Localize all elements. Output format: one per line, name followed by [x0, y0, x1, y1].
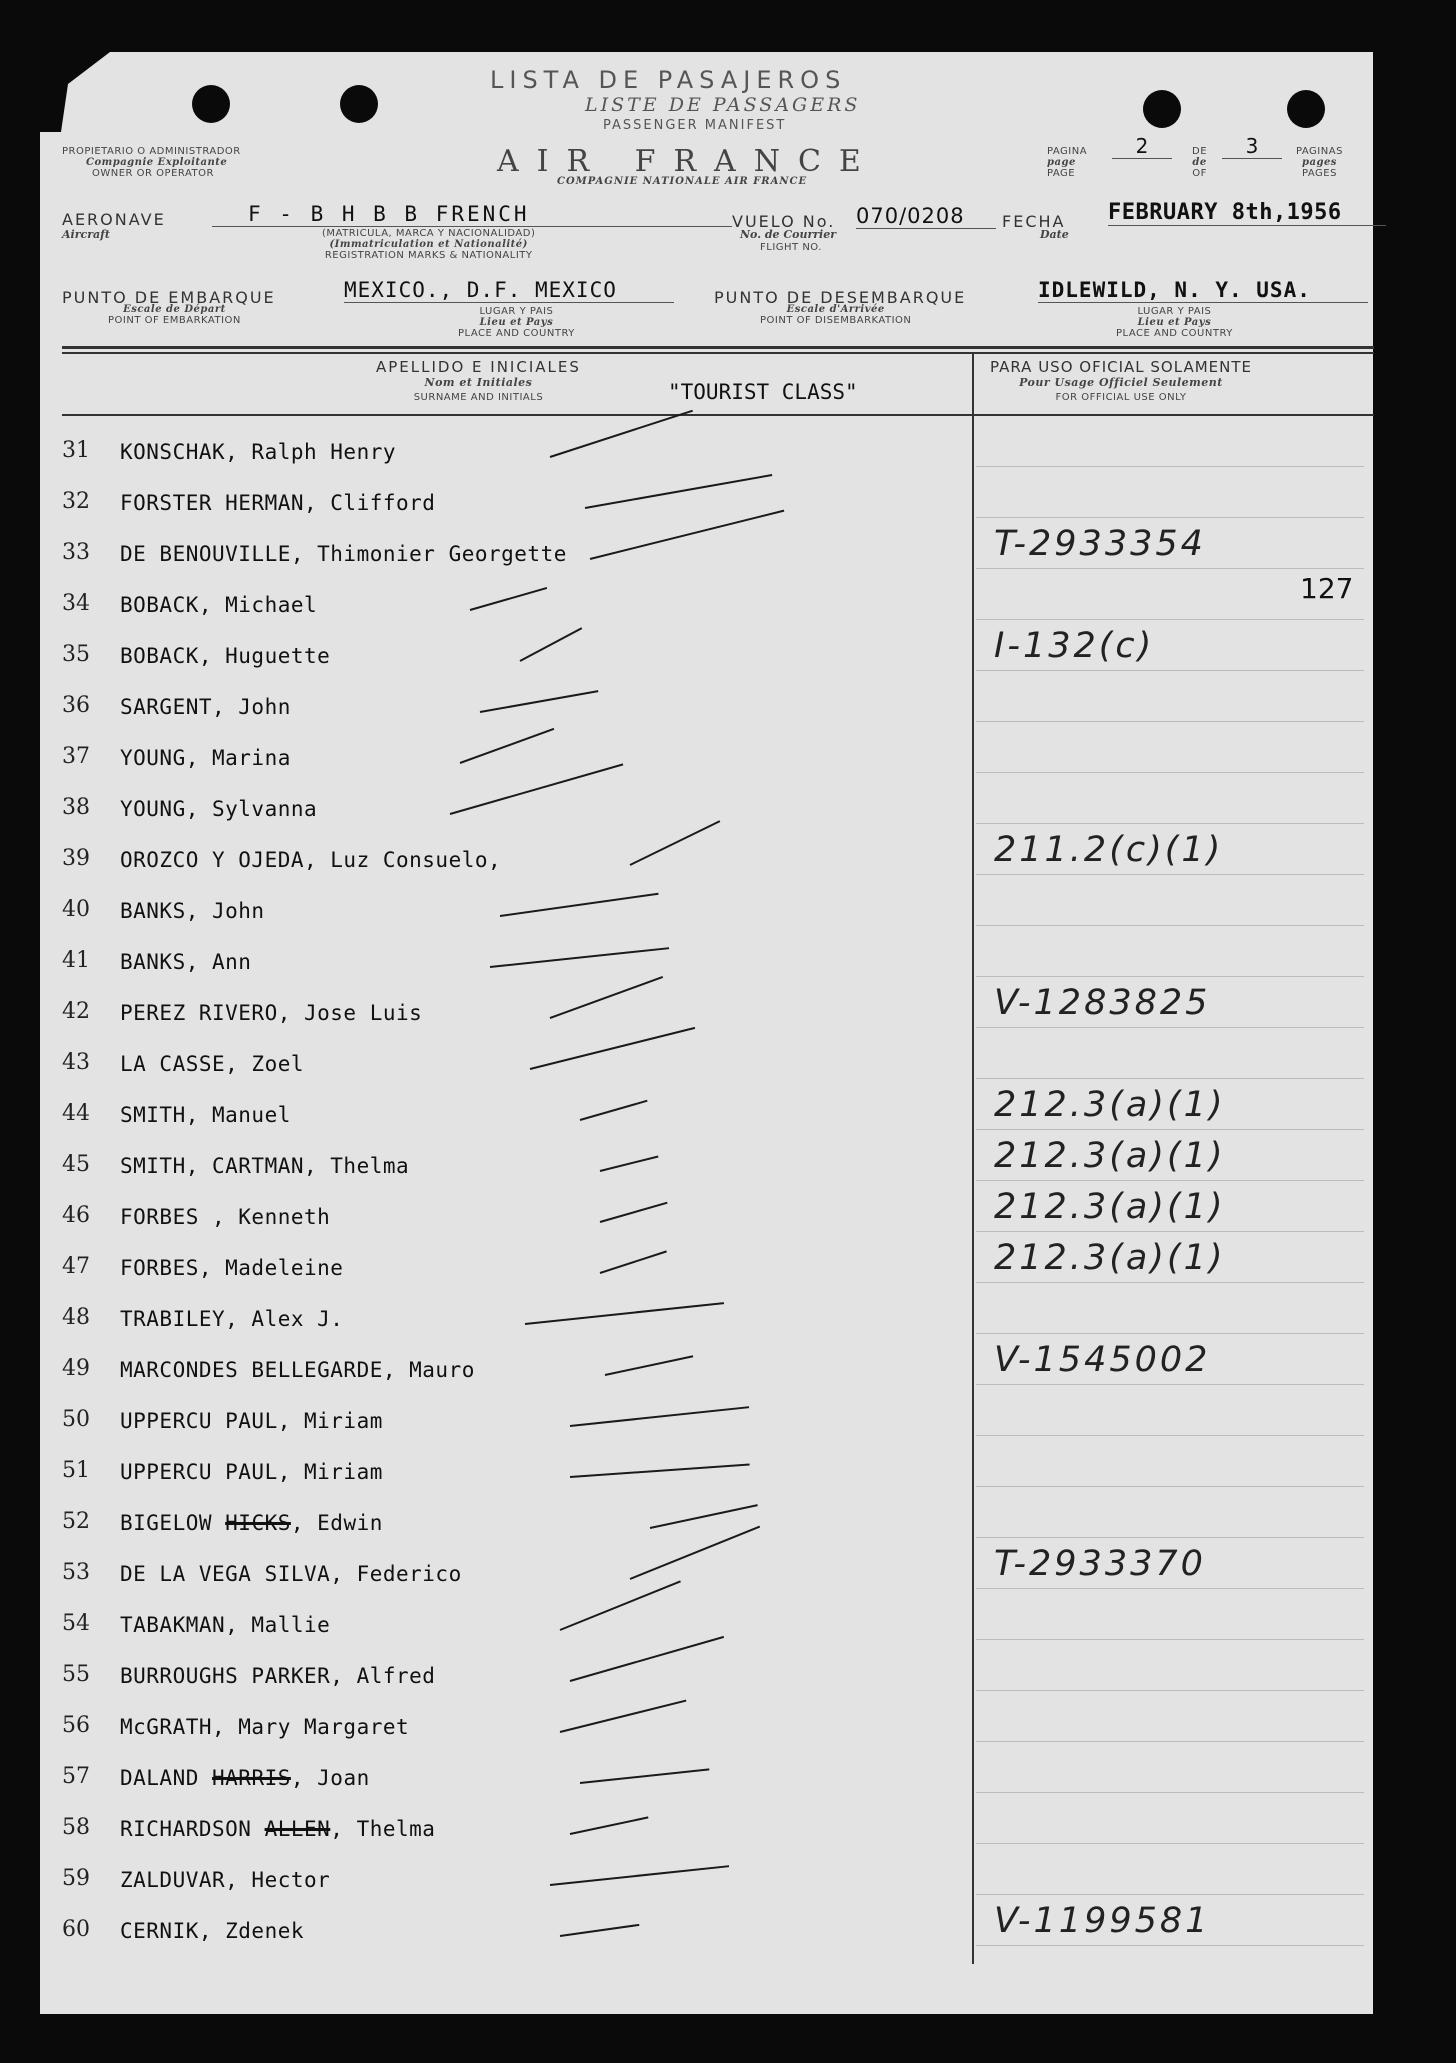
date-value: FEBRUARY 8th,1956 — [1108, 200, 1386, 226]
official-use-line — [976, 1639, 1364, 1640]
aircraft-value: F - B H B B FRENCH — [212, 202, 732, 227]
check-mark — [480, 690, 599, 713]
check-mark — [570, 1463, 750, 1478]
table-row — [58, 1044, 1358, 1080]
row-number: 53 — [62, 1560, 90, 1585]
official-use-line — [976, 823, 1364, 824]
passenger-name: BANKS, Ann — [120, 950, 252, 974]
row-number: 37 — [62, 744, 90, 769]
row-number: 45 — [62, 1152, 90, 1177]
official-use-line — [976, 517, 1364, 518]
row-number: 39 — [62, 846, 90, 871]
official-note: 212.3(a)(1) — [994, 1136, 1226, 1176]
passenger-name: BOBACK, Michael — [120, 593, 318, 617]
official-use-line — [976, 976, 1364, 977]
name-column-header: APELLIDO E INICIALES Nom et Initiales SURNAME AND INITIALS — [376, 358, 581, 403]
row-number: 46 — [62, 1203, 90, 1228]
passenger-name: McGRATH, Mary Margaret — [120, 1715, 410, 1739]
check-mark — [560, 1924, 639, 1937]
disembark-place-label: LUGAR Y PAIS Lieu et Pays PLACE AND COUNTRY — [1116, 306, 1233, 339]
official-use-line — [976, 619, 1364, 620]
row-number: 48 — [62, 1305, 90, 1330]
airline-name: AIR FRANCE — [497, 144, 879, 179]
official-note: V-1545002 — [994, 1340, 1211, 1380]
disembark-label-sub: Escale d'Arrivée POINT OF DISEMBARKATION — [760, 304, 912, 326]
check-mark — [500, 893, 659, 917]
table-row — [58, 1452, 1358, 1488]
table-row — [58, 1860, 1358, 1896]
check-mark — [605, 1355, 693, 1376]
passenger-name: YOUNG, Sylvanna — [120, 797, 318, 821]
official-use-line — [976, 1588, 1364, 1589]
official-use-line — [976, 1231, 1364, 1232]
total-pages: 3 — [1222, 134, 1282, 159]
embark-value: MEXICO., D.F. MEXICO — [344, 278, 674, 303]
official-note: T-2933354 — [994, 524, 1206, 564]
official-use-line — [976, 1078, 1364, 1079]
official-use-line — [976, 1435, 1364, 1436]
date-label: FECHA — [1002, 212, 1066, 231]
row-number: 43 — [62, 1050, 90, 1075]
punch-hole — [1287, 90, 1325, 128]
passenger-name: SARGENT, John — [120, 695, 291, 719]
passenger-name: UPPERCU PAUL, Miriam — [120, 1460, 383, 1484]
flight-label-fr: No. de Courrier — [740, 228, 837, 241]
table-row — [58, 983, 1358, 1029]
official-use-line — [976, 1843, 1364, 1844]
date-label-fr: Date — [1040, 228, 1069, 241]
official-use-line — [976, 1894, 1364, 1895]
registration-label: (MATRICULA, MARCA Y NACIONALIDAD) (Immatriculation et Nationalité) REGISTRATION MARKS & NATIONALITY — [322, 228, 536, 261]
passenger-name: BURROUGHS PARKER, Alfred — [120, 1664, 436, 1688]
passenger-name: BOBACK, Huguette — [120, 644, 331, 668]
official-column-header: PARA USO OFICIAL SOLAMENTE Pour Usage Officiel Seulement FOR OFFICIAL USE ONLY — [990, 358, 1252, 403]
row-number: 33 — [62, 540, 90, 565]
passenger-name: KONSCHAK, Ralph Henry — [120, 440, 397, 464]
row-number: 32 — [62, 489, 90, 514]
table-row — [58, 1503, 1358, 1539]
row-number: 49 — [62, 1356, 90, 1381]
aircraft-label: AERONAVE — [62, 210, 166, 229]
table-row — [58, 1187, 1358, 1233]
table-row — [58, 626, 1358, 672]
check-mark — [470, 587, 547, 611]
row-number: 42 — [62, 999, 90, 1024]
check-mark — [570, 1406, 749, 1427]
tourist-class-label: "TOURIST CLASS" — [668, 380, 858, 404]
passenger-name: LA CASSE, Zoel — [120, 1052, 305, 1076]
passenger-name: BIGELOW HICKS, Edwin — [120, 1511, 383, 1535]
row-number: 47 — [62, 1254, 90, 1279]
official-use-line — [976, 1180, 1364, 1181]
airline-subtitle: COMPAGNIE NATIONALE AIR FRANCE — [557, 176, 808, 187]
table-row — [58, 1401, 1358, 1437]
passenger-name: FORSTER HERMAN, Clifford — [120, 491, 436, 515]
row-number: 34 — [62, 591, 90, 616]
title-french: LISTE DE PASSAGERS — [585, 94, 861, 116]
official-use-line — [976, 1282, 1364, 1283]
row-number: 60 — [62, 1917, 90, 1942]
check-mark — [525, 1302, 724, 1325]
row-number: 56 — [62, 1713, 90, 1738]
table-row — [58, 942, 1358, 978]
passenger-name: FORBES, Madeleine — [120, 1256, 344, 1280]
row-number: 55 — [62, 1662, 90, 1687]
official-use-line — [976, 1384, 1364, 1385]
row-number: 57 — [62, 1764, 90, 1789]
official-use-line — [976, 1027, 1364, 1028]
row-number: 52 — [62, 1509, 90, 1534]
row-number: 41 — [62, 948, 90, 973]
official-note: 212.3(a)(1) — [994, 1187, 1226, 1227]
punch-hole — [1143, 90, 1181, 128]
check-mark — [600, 1202, 668, 1223]
official-use-line — [976, 721, 1364, 722]
official-note: I-132(c) — [994, 626, 1155, 666]
title-english: PASSENGER MANIFEST — [603, 118, 787, 133]
row-number: 59 — [62, 1866, 90, 1891]
page-label: PAGINA page PAGE — [1047, 146, 1088, 179]
flight-label: VUELO No. — [732, 212, 836, 231]
table-row — [58, 1340, 1358, 1386]
passenger-name: BANKS, John — [120, 899, 265, 923]
disembark-value: IDLEWILD, N. Y. USA. — [1038, 278, 1368, 303]
check-mark — [490, 947, 669, 968]
check-mark — [570, 1816, 649, 1835]
table-top-rule — [62, 346, 1374, 349]
flight-value: 070/0208 — [856, 204, 996, 229]
official-use-line — [976, 670, 1364, 671]
official-use-line — [976, 1792, 1364, 1793]
pages-label: PAGINAS pages PAGES — [1296, 146, 1343, 179]
table-row — [58, 789, 1358, 825]
row-number: 36 — [62, 693, 90, 718]
row-number: 50 — [62, 1407, 90, 1432]
table-row — [58, 1707, 1358, 1743]
official-use-line — [976, 1486, 1364, 1487]
official-note: V-1199581 — [994, 1901, 1211, 1941]
official-use-line — [976, 874, 1364, 875]
table-row — [58, 524, 1358, 570]
table-row — [58, 1544, 1358, 1590]
table-row — [58, 585, 1358, 621]
table-row — [58, 1085, 1358, 1131]
table-row — [58, 1299, 1358, 1335]
disembark-label: PUNTO DE DESEMBARQUE — [714, 288, 967, 307]
punch-hole — [340, 85, 378, 123]
embark-label: PUNTO DE EMBARQUE — [62, 288, 276, 307]
check-mark — [580, 1100, 648, 1121]
table-row — [58, 1656, 1358, 1692]
table-row — [58, 687, 1358, 723]
table-row — [58, 1758, 1358, 1794]
passenger-name: CERNIK, Zdenek — [120, 1919, 305, 1943]
official-note: 212.3(a)(1) — [994, 1085, 1226, 1125]
passenger-name: TABAKMAN, Mallie — [120, 1613, 331, 1637]
of-label: DE de OF — [1192, 146, 1208, 179]
passenger-name: DALAND HARRIS, Joan — [120, 1766, 370, 1790]
row-number: 38 — [62, 795, 90, 820]
table-row — [58, 1809, 1358, 1845]
page-number: 2 — [1112, 134, 1172, 159]
table-top-rule-2 — [62, 352, 1374, 354]
official-use-line — [976, 1333, 1364, 1334]
passenger-name: ZALDUVAR, Hector — [120, 1868, 331, 1892]
header-bottom-rule — [62, 414, 1374, 416]
official-note: T-2933370 — [994, 1544, 1206, 1584]
punch-hole — [192, 85, 230, 123]
check-mark — [580, 1768, 709, 1784]
official-note: V-1283825 — [994, 983, 1211, 1023]
title-spanish: LISTA DE PASAJEROS — [490, 66, 847, 94]
margin-note: 127 — [1300, 572, 1354, 605]
official-use-line — [976, 925, 1364, 926]
passenger-name: YOUNG, Marina — [120, 746, 291, 770]
aircraft-label-fr: Aircraft — [62, 228, 110, 241]
row-number: 40 — [62, 897, 90, 922]
passenger-name: DE LA VEGA SILVA, Federico — [120, 1562, 462, 1586]
passenger-name: FORBES , Kenneth — [120, 1205, 331, 1229]
table-row — [58, 432, 1358, 468]
table-row — [58, 1238, 1358, 1284]
passenger-name: RICHARDSON ALLEN, Thelma — [120, 1817, 436, 1841]
embark-place-label: LUGAR Y PAIS Lieu et Pays PLACE AND COUNTRY — [458, 306, 575, 339]
row-number: 54 — [62, 1611, 90, 1636]
official-use-line — [976, 466, 1364, 467]
check-mark — [600, 1250, 667, 1274]
official-use-line — [976, 772, 1364, 773]
table-row — [58, 1901, 1358, 1947]
table-row — [58, 483, 1358, 519]
table-row — [58, 1136, 1358, 1182]
passenger-name: SMITH, CARTMAN, Thelma — [120, 1154, 410, 1178]
official-use-line — [976, 1945, 1364, 1946]
table-row — [58, 738, 1358, 774]
check-mark — [600, 1156, 659, 1172]
embark-label-sub: Escale de Départ POINT OF EMBARKATION — [108, 304, 241, 326]
row-number: 44 — [62, 1101, 90, 1126]
row-number: 31 — [62, 438, 90, 463]
table-row — [58, 1605, 1358, 1641]
owner-label: PROPIETARIO O ADMINISTRADOR Compagnie Exploitante OWNER OR OPERATOR — [62, 146, 241, 179]
table-row — [58, 891, 1358, 927]
official-use-line — [976, 1690, 1364, 1691]
official-use-line — [976, 1537, 1364, 1538]
check-mark — [650, 1504, 758, 1529]
flight-label-en: FLIGHT NO. — [760, 242, 822, 253]
official-use-line — [976, 1741, 1364, 1742]
official-note: 211.2(c)(1) — [994, 830, 1224, 870]
passenger-name: UPPERCU PAUL, Miriam — [120, 1409, 383, 1433]
official-use-line — [976, 568, 1364, 569]
official-note: 212.3(a)(1) — [994, 1238, 1226, 1278]
passenger-name: PEREZ RIVERO, Jose Luis — [120, 1001, 423, 1025]
passenger-name: TRABILEY, Alex J. — [120, 1307, 344, 1331]
row-number: 35 — [62, 642, 90, 667]
passenger-name: DE BENOUVILLE, Thimonier Georgette — [120, 542, 567, 566]
official-use-line — [976, 1129, 1364, 1130]
row-number: 51 — [62, 1458, 90, 1483]
table-row — [58, 830, 1358, 876]
check-mark — [550, 1865, 729, 1886]
passenger-name: SMITH, Manuel — [120, 1103, 291, 1127]
passenger-name: MARCONDES BELLEGARDE, Mauro — [120, 1358, 475, 1382]
passenger-name: OROZCO Y OJEDA, Luz Consuelo, — [120, 848, 502, 872]
row-number: 58 — [62, 1815, 90, 1840]
